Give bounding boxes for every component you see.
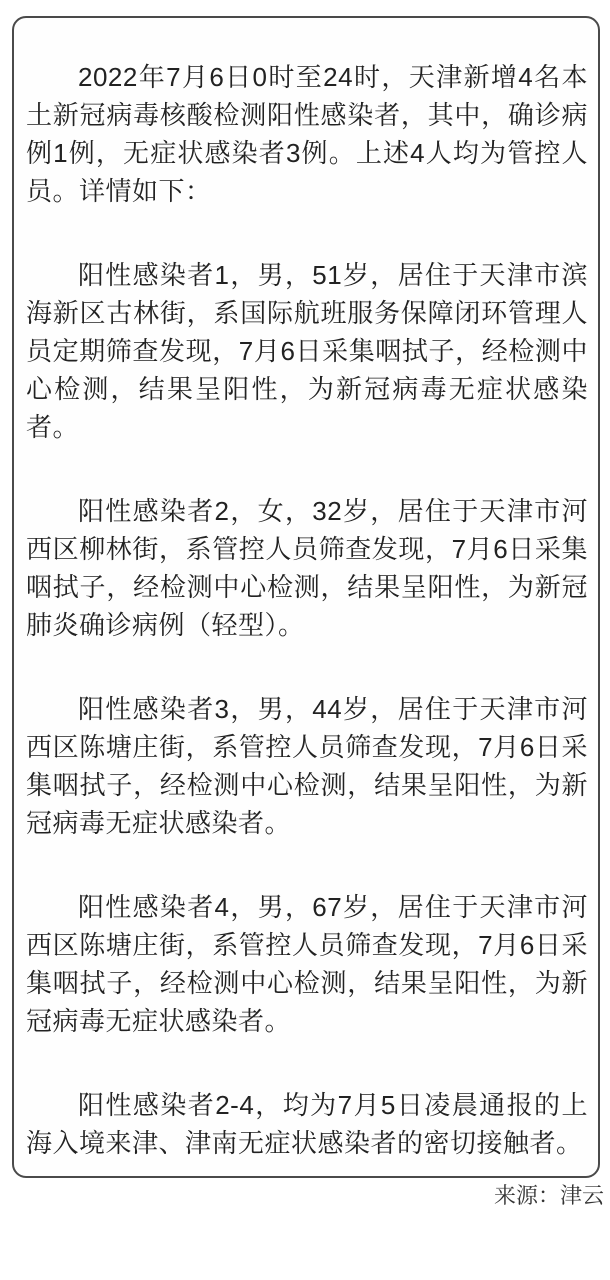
article-paragraph-contacts-note: 阳性感染者2-4，均为7月5日凌晨通报的上海入境来津、津南无症状感染者的密切接触者。: [26, 1090, 588, 1158]
article-card: [12, 16, 600, 1178]
article-paragraph-case-2: 阳性感染者2，女，32岁，居住于天津市河西区柳林街，系管控人员筛查发现，7月6日采集咽拭子，经检测中心检测，结果呈阳性，为新冠肺炎确诊病例（轻型）。: [26, 496, 588, 640]
source-attribution: 来源：津云: [493, 1183, 604, 1208]
article-paragraph-case-4: 阳性感染者4，男，67岁，居住于天津市河西区陈塘庄街，系管控人员筛查发现，7月6日采集咽拭子，经检测中心检测，结果呈阳性，为新冠病毒无症状感染者。: [26, 892, 588, 1036]
article-paragraph-case-3: 阳性感染者3，男，44岁，居住于天津市河西区陈塘庄街，系管控人员筛查发现，7月6日采集咽拭子，经检测中心检测，结果呈阳性，为新冠病毒无症状感染者。: [26, 694, 588, 838]
article-paragraph-summary: 2022年7月6日0时至24时，天津新增4名本土新冠病毒核酸检测阳性感染者，其中，确诊病例1例，无症状感染者3例。上述4人均为管控人员。详情如下：: [26, 62, 588, 206]
article-paragraph-case-1: 阳性感染者1，男，51岁，居住于天津市滨海新区古林街，系国际航班服务保障闭环管理人员定期筛查发现，7月6日采集咽拭子，经检测中心检测，结果呈阳性，为新冠病毒无症状感染者。: [26, 260, 588, 442]
